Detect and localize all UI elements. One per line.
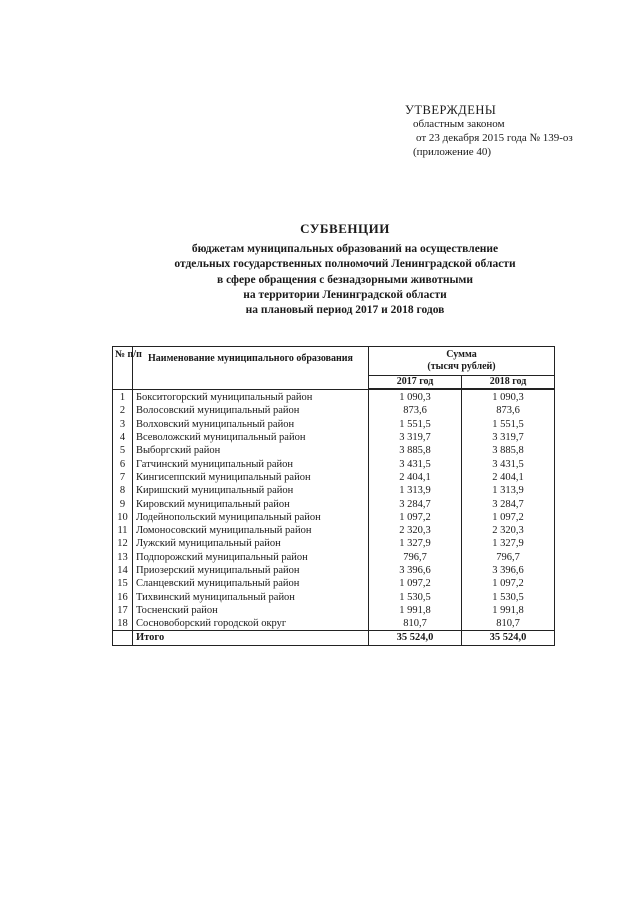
table-row: [113, 484, 555, 497]
amount-2018: 2 320,3: [462, 524, 555, 537]
row-number: 2: [113, 404, 133, 417]
row-number: 8: [113, 484, 133, 497]
amount-2017: 3 431,5: [369, 457, 462, 470]
municipality-name: Бокситогорский муниципальный район: [133, 389, 369, 404]
row-number: 4: [113, 431, 133, 444]
amount-2017: 873,6: [369, 404, 462, 417]
amount-2017: 810,7: [369, 617, 462, 631]
approval-law: областным законом: [413, 118, 505, 130]
municipality-name: Кировский муниципальный район: [133, 497, 369, 510]
amount-2018: 810,7: [462, 617, 555, 631]
row-number: 15: [113, 577, 133, 590]
row-number: 11: [113, 524, 133, 537]
table-row: [113, 590, 555, 603]
heading-line: на плановый период 2017 и 2018 годов: [245, 304, 445, 317]
municipality-name: Лодейнопольский муниципальный район: [133, 511, 369, 524]
amount-2018: 1 551,5: [462, 418, 555, 431]
approval-stamp: [405, 103, 573, 159]
column-header-number: № п/п: [113, 347, 133, 390]
amount-2018: 796,7: [462, 551, 555, 564]
amount-2018: 873,6: [462, 404, 555, 417]
municipality-name: Тихвинский муниципальный район: [133, 590, 369, 603]
heading-line: бюджетам муниципальных образований на осуществление: [191, 243, 499, 255]
row-number: 3: [113, 418, 133, 431]
municipality-name: Лужский муниципальный район: [133, 537, 369, 550]
municipality-name: Гатчинский муниципальный район: [133, 457, 369, 470]
municipality-name: Волховский муниципальный район: [133, 418, 369, 431]
table-row: [113, 444, 555, 457]
municipality-name: Волосовский муниципальный район: [133, 404, 369, 417]
document-title: СУБВЕНЦИИ: [300, 221, 390, 236]
amount-2017: 1 327,9: [369, 537, 462, 550]
row-number: 10: [113, 511, 133, 524]
sum-unit: (тысяч рублей): [427, 361, 496, 372]
amount-2017: 2 404,1: [369, 471, 462, 484]
amount-2018: 1 090,3: [462, 389, 555, 404]
column-header-sum: [369, 347, 555, 376]
amount-2017: 3 319,7: [369, 431, 462, 444]
heading-line: отдельных государственных полномочий Ленинградской области: [174, 258, 516, 271]
amount-2018: 3 319,7: [462, 431, 555, 444]
table-row: [113, 471, 555, 484]
table-row: [113, 511, 555, 524]
amount-2017: 1 313,9: [369, 484, 462, 497]
row-number: 7: [113, 471, 133, 484]
amount-2017: 1 530,5: [369, 590, 462, 603]
amount-2017: 3 284,7: [369, 497, 462, 510]
table-row: [113, 431, 555, 444]
municipality-name: Тосненский район: [133, 604, 369, 617]
subvention-table: [112, 346, 555, 646]
document-heading: [100, 221, 590, 318]
amount-2018: 2 404,1: [462, 471, 555, 484]
approval-title: УТВЕРЖДЕНЫ: [405, 103, 497, 117]
approval-appendix: (приложение 40): [413, 146, 492, 158]
amount-2017: 1 991,8: [369, 604, 462, 617]
amount-2017: 1 097,2: [369, 511, 462, 524]
amount-2018: 3 284,7: [462, 497, 555, 510]
amount-2018: 3 885,8: [462, 444, 555, 457]
row-number: 1: [113, 389, 133, 404]
row-number: 12: [113, 537, 133, 550]
municipality-name: Киришский муниципальный район: [133, 484, 369, 497]
amount-2018: 1 313,9: [462, 484, 555, 497]
amount-2018: 3 396,6: [462, 564, 555, 577]
table-row: [113, 418, 555, 431]
sum-label: Сумма: [446, 349, 477, 360]
table-body: [113, 389, 555, 645]
row-number: 9: [113, 497, 133, 510]
amount-2017: 796,7: [369, 551, 462, 564]
table-row: [113, 577, 555, 590]
column-header-name: Наименование муниципального образования: [133, 347, 369, 390]
heading-line: в сфере обращения с безнадзорными животными: [217, 273, 473, 286]
row-number: 5: [113, 444, 133, 457]
amount-2018: 1 097,2: [462, 577, 555, 590]
table-row: [113, 389, 555, 404]
row-number: 16: [113, 590, 133, 603]
approval-date: от 23 декабря 2015 года № 139-оз: [416, 132, 573, 144]
column-header-2018: 2018 год: [462, 376, 555, 390]
amount-2018: 1 097,2: [462, 511, 555, 524]
table-row: [113, 524, 555, 537]
row-number: 6: [113, 457, 133, 470]
row-number: 18: [113, 617, 133, 631]
total-2017: 35 524,0: [369, 631, 462, 645]
amount-2018: 1 327,9: [462, 537, 555, 550]
amount-2017: 3 396,6: [369, 564, 462, 577]
amount-2017: 1 551,5: [369, 418, 462, 431]
municipality-name: Подпорожский муниципальный район: [133, 551, 369, 564]
amount-2017: 3 885,8: [369, 444, 462, 457]
amount-2017: 2 320,3: [369, 524, 462, 537]
row-number: 14: [113, 564, 133, 577]
total-label: Итого: [133, 631, 369, 645]
amount-2018: 3 431,5: [462, 457, 555, 470]
column-header-2017: 2017 год: [369, 376, 462, 390]
amount-2017: 1 090,3: [369, 389, 462, 404]
table-row: [113, 537, 555, 550]
total-number: [113, 631, 133, 645]
municipality-name: Приозерский муниципальный район: [133, 564, 369, 577]
total-row: [113, 631, 555, 645]
total-2018: 35 524,0: [462, 631, 555, 645]
municipality-name: Ломоносовский муниципальный район: [133, 524, 369, 537]
municipality-name: Сланцевский муниципальный район: [133, 577, 369, 590]
table-row: [113, 457, 555, 470]
table-row: [113, 404, 555, 417]
table-row: [113, 497, 555, 510]
table-row: [113, 551, 555, 564]
municipality-name: Кингисеппский муниципальный район: [133, 471, 369, 484]
table-row: [113, 604, 555, 617]
row-number: 13: [113, 551, 133, 564]
amount-2017: 1 097,2: [369, 577, 462, 590]
municipality-name: Выборгский район: [133, 444, 369, 457]
amount-2018: 1 530,5: [462, 590, 555, 603]
table-row: [113, 617, 555, 631]
table-row: [113, 564, 555, 577]
heading-line: на территории Ленинградской области: [243, 288, 447, 301]
row-number: 17: [113, 604, 133, 617]
municipality-name: Сосновоборский городской округ: [133, 617, 369, 631]
municipality-name: Всеволожский муниципальный район: [133, 431, 369, 444]
amount-2018: 1 991,8: [462, 604, 555, 617]
